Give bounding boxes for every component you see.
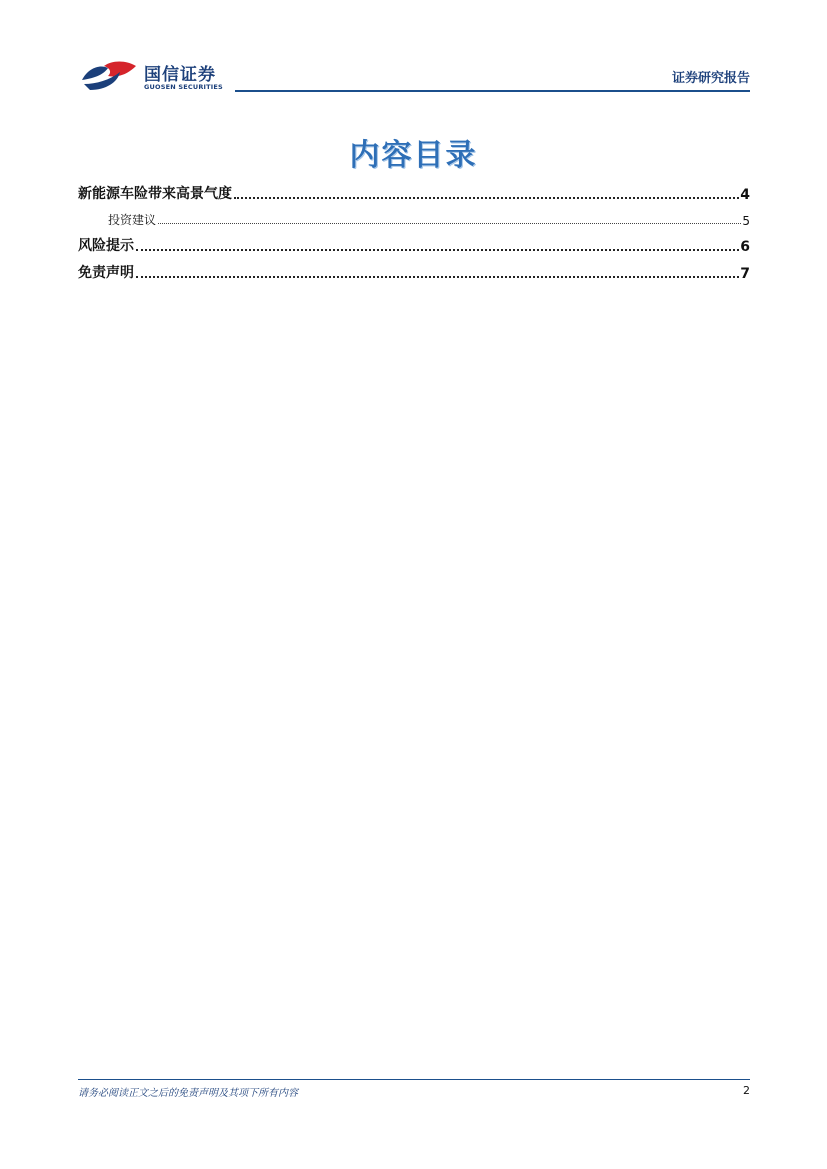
toc-entry-label: 投资建议 [108, 213, 157, 227]
toc-entry-new-energy-insurance[interactable] [78, 176, 750, 203]
toc-leader-dots [158, 223, 741, 224]
toc-leader-dots [234, 197, 739, 199]
footer-disclaimer-note: 请务必阅读正文之后的免责声明及其项下所有内容 [78, 1088, 298, 1099]
toc-entry-disclaimer[interactable] [78, 255, 750, 282]
logo-english-name: GUOSEN SECURITIES [144, 83, 223, 91]
toc-entry-page: 6 [740, 239, 750, 255]
header-divider [235, 90, 750, 92]
toc-entry-page: 5 [742, 214, 750, 228]
toc-entry-label: 免责声明 [78, 265, 134, 281]
logo-chinese-name: 国信证券 [144, 65, 216, 85]
toc-entry-label: 风险提示 [78, 238, 134, 254]
toc-entry-page: 4 [740, 187, 750, 203]
toc-leader-dots [136, 276, 739, 278]
toc-title: 内容目录 [349, 138, 478, 173]
page-number: 2 [743, 1084, 750, 1097]
table-of-contents [78, 176, 750, 282]
page-header [78, 56, 750, 96]
toc-entry-risk-warning[interactable] [78, 228, 750, 255]
guosen-logo [78, 56, 238, 94]
toc-entry-page: 7 [740, 266, 750, 282]
footer-divider [78, 1079, 750, 1080]
report-type-label: 证券研究报告 [671, 71, 750, 86]
toc-leader-dots [136, 249, 739, 251]
toc-entry-investment-advice[interactable] [78, 203, 750, 228]
toc-entry-label: 新能源车险带来高景气度 [78, 186, 232, 202]
guosen-logo-icon [78, 58, 138, 92]
